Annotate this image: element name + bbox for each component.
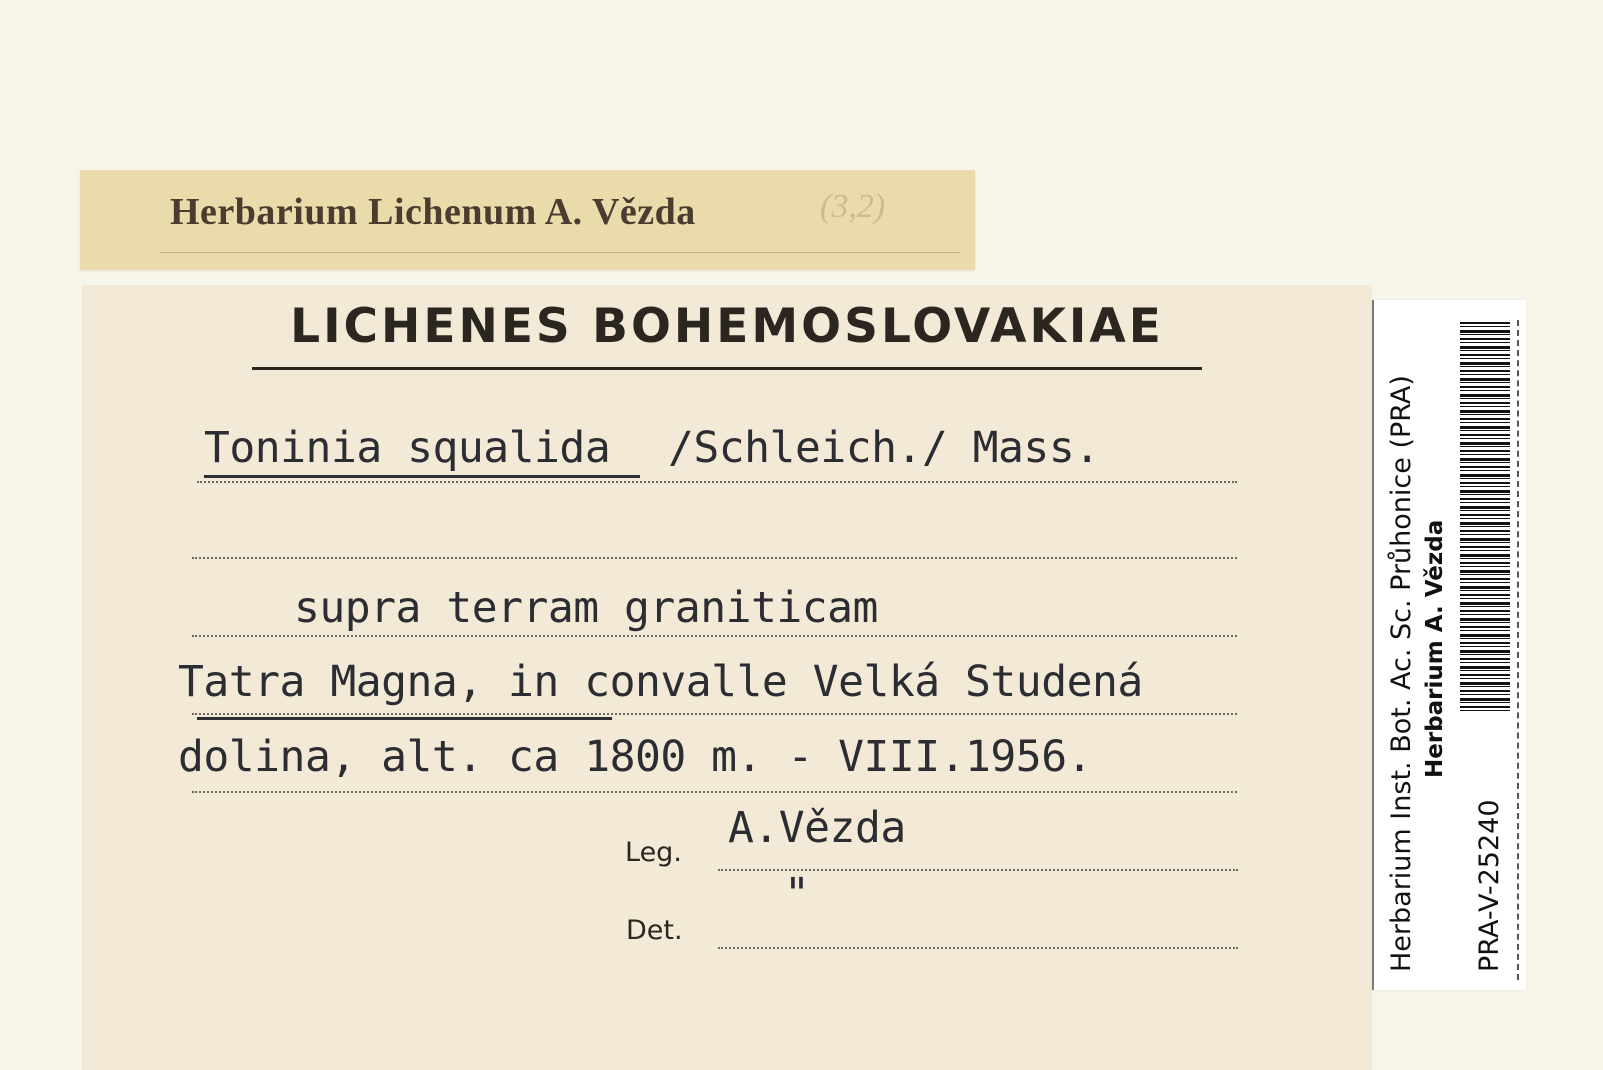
locality-underline	[197, 717, 612, 720]
det-label: Det.	[626, 915, 683, 946]
substrate-text: supra terram graniticam	[294, 583, 878, 633]
dotted-line-5	[192, 791, 1237, 793]
barcode-label	[1372, 300, 1526, 990]
dotted-line-1	[197, 481, 1237, 483]
specimen-id: PRA-V-25240	[1474, 799, 1505, 972]
herbarium-strip	[80, 170, 975, 270]
strip-stamp: (3,2)	[820, 188, 886, 225]
species-authority: /Schleich./ Mass.	[668, 423, 1100, 473]
locality-line-1: Tatra Magna, in convalle Velká Studená	[178, 657, 1143, 707]
label-heading: LICHENES BOHEMOSLOVAKIAE	[290, 299, 1164, 354]
leg-label: Leg.	[625, 837, 682, 868]
strip-rule	[160, 252, 960, 253]
specimen-label	[82, 285, 1372, 1070]
herbarium-strip-text: Herbarium Lichenum A. Vězda	[170, 191, 696, 233]
barcode	[1460, 322, 1510, 712]
heading-rule	[252, 367, 1202, 370]
species-underline	[204, 475, 640, 478]
dotted-line-3	[192, 635, 1237, 637]
locality-line-2: dolina, alt. ca 1800 m. - VIII.1956.	[178, 732, 1092, 782]
dotted-line-2	[192, 557, 1237, 559]
institution-text: Herbarium Inst. Bot. Ac. Sc. Průhonice (PRA)	[1386, 375, 1417, 972]
herbarium-name: Herbarium A. Vězda	[1422, 519, 1448, 778]
side-dashed-edge	[1517, 320, 1519, 980]
collector-name: A.Vězda	[728, 803, 906, 853]
dotted-line-4	[192, 713, 1237, 715]
determiner-ditto: "	[784, 869, 810, 919]
dotted-line-det	[718, 947, 1238, 949]
species-name: Toninia squalida	[204, 423, 611, 473]
